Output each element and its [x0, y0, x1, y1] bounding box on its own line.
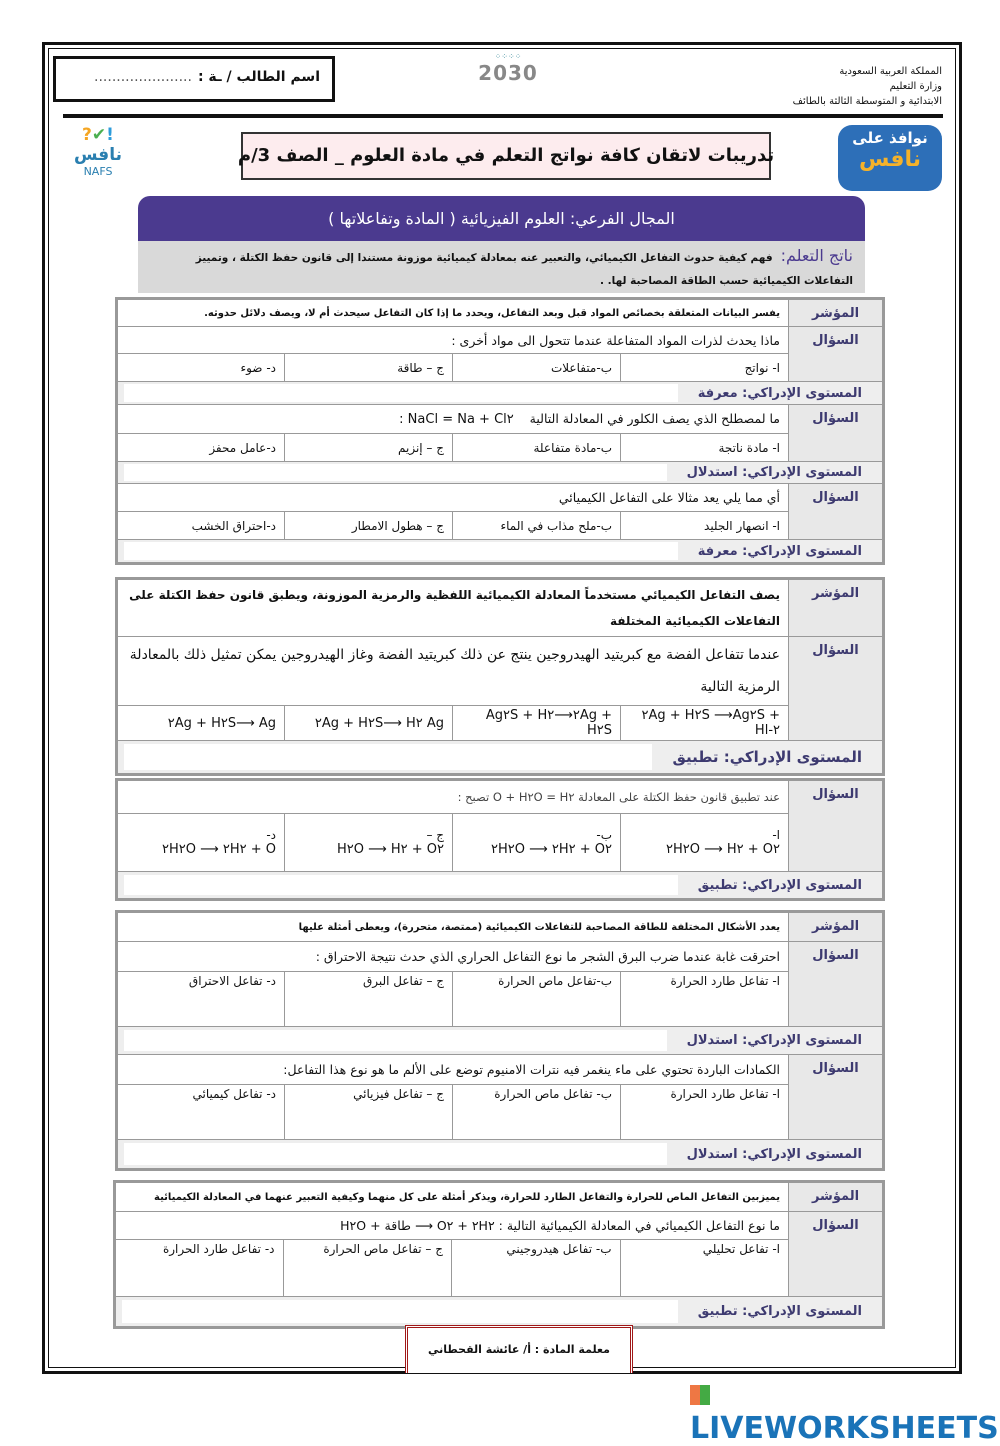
question-text: الكمادات الباردة تحتوي على ماء ينغمر فيه نترات الامنيوم توضع على الألم ما هو نوع هذا التفاعل:: [117, 1055, 789, 1085]
section-1-table: [115, 297, 885, 565]
section-5-table: [113, 1180, 885, 1329]
indicator-text: يميزبين التفاعل الماص للحرارة والتفاعل الطارد للحرارة، ويذكر أمثلة على كل منهما وكيفية التعبير عنهما في المعادلة الكيميائية: [115, 1182, 789, 1212]
option-b[interactable]: ب-ملح مذاب في الماء: [453, 512, 621, 540]
learning-outcome: [138, 241, 865, 293]
kingdom-header: [793, 64, 942, 109]
question-text: ماذا يحدث لذرات المواد المتفاعلة عندما تتحول الى مواد أخرى :: [117, 327, 789, 354]
section-2-table: [115, 577, 885, 776]
cognitive-level: المستوى الإدراكي: استدلال: [686, 1033, 862, 1048]
indicator-label: المؤشر: [789, 579, 884, 637]
answer-box[interactable]: [124, 1143, 667, 1165]
school-line: الابتدائية و المتوسطة الثالثة بالطائف: [792, 96, 942, 107]
cognitive-level: المستوى الإدراكي: استدلال: [686, 1146, 862, 1162]
answer-box[interactable]: [124, 1030, 667, 1052]
question-label: السؤال: [789, 327, 884, 382]
cognitive-level: المستوى الإدراكي: استدلال: [686, 465, 862, 480]
question-label: السؤال: [789, 1212, 884, 1297]
page-title-box: [237, 132, 775, 180]
answer-box[interactable]: [124, 744, 652, 770]
equation: H٢O ⟶ H٢ + O٢: [336, 842, 444, 857]
student-name-field[interactable]: [53, 56, 335, 102]
liveworksheets-logo: LIVEWORKSHEETS: [690, 1376, 1000, 1446]
question-label: السؤال: [789, 484, 884, 540]
option-a[interactable]: ا- انصهار الجليد: [621, 512, 789, 540]
option-d[interactable]: د-احتراق الخشب: [117, 512, 285, 540]
option-b[interactable]: ب-تفاعل ماص الحرارة: [453, 972, 621, 1027]
equation: ٢H٢ + O٢ ⟶ طاقة + H٢O: [340, 1218, 495, 1233]
section-4-table: [115, 910, 885, 1171]
option-a[interactable]: ٢Ag + H٢S ⟶Ag٢S + H٢-ا: [621, 706, 789, 741]
ministry-vision-logo: ⁘⁘⁘⁘ 2030: [478, 52, 538, 85]
equation: Na + Cl٢ = NaCl :: [399, 412, 514, 427]
question-text: أي مما يلي يعد مثالا على التفاعل الكيميائي: [117, 484, 789, 512]
option-a[interactable]: ا- تفاعل طارد الحرارة: [621, 1085, 789, 1140]
indicator-label: المؤشر: [789, 299, 884, 327]
liveworksheets-icon: [690, 1385, 710, 1405]
option-a[interactable]: ا- تفاعل طارد الحرارة: [621, 972, 789, 1027]
indicator-text: يصف التفاعل الكيميائي مستخدماً المعادلة الكيميائية اللفظية والرمزية الموزونة، ويطبق قانون حفظ الكتلة على التفاعلات الكيميائية المختلفة: [117, 579, 789, 637]
question-text: عندما تتفاعل الفضة مع كبريتيد الهيدروجين ينتج عن ذلك كبريتيد الفضة وغاز الهيدروجين يمكن تمثيل ذلك بالمعادلة الرمزية التالية: [117, 637, 789, 706]
student-name-label: اسم الطالب / ـة :: [197, 69, 320, 85]
outcome-text: فهم كيفية حدوث التفاعل الكيميائي، والتعبير عنه بمعادلة كيميائية موزونة مستندا إلى قانون حفظ الكتلة ، وتمييز التفاعلات الكيميائية حسب الطاقة المصاحبة لها. .: [195, 252, 853, 287]
option-b[interactable]: ب- ٢H٢O ⟶ ٢H٢ + O٢: [453, 814, 621, 872]
option-c[interactable]: ج – هطول الامطار: [285, 512, 453, 540]
outcome-label: ناتج التعلم:: [780, 246, 853, 265]
option-a[interactable]: ا- تفاعل تحليلي: [620, 1240, 789, 1297]
student-name-dots: ......................: [94, 69, 192, 85]
cognitive-level: المستوى الإدراكي: تطبيق: [697, 877, 862, 893]
option-c[interactable]: ج – طاقة: [285, 354, 453, 382]
question-text: ما نوع التفاعل الكيميائي في المعادلة الكيميائية التالية : ٢H٢ + O٢ ⟶ طاقة + H٢O: [115, 1212, 789, 1240]
answer-box[interactable]: [124, 875, 678, 896]
option-d[interactable]: د- ضوء: [117, 354, 285, 382]
indicator-text: يعدد الأشكال المختلفة للطاقة المصاحبة للتفاعلات الكيميائية (ممتصة، متحررة)، ويعطى أمثلة عليها: [117, 912, 789, 942]
option-b[interactable]: Ag٢S + H٢⟶٢Ag + H٢S: [453, 706, 621, 741]
cognitive-level: المستوى الإدراكي: تطبيق: [697, 1304, 862, 1319]
teacher-name: معلمة المادة : أ/ عائشة القحطاني: [405, 1325, 633, 1373]
option-c[interactable]: ٢Ag + H٢S⟶ H٢ Ag: [285, 706, 453, 741]
header-divider: [63, 114, 943, 118]
kingdom-line: المملكة العربية السعودية: [839, 66, 942, 77]
option-a[interactable]: ا- ٢H٢O ⟶ H٢ + O٢: [621, 814, 789, 872]
answer-box[interactable]: [122, 1300, 678, 1323]
indicator-text: يفسر البيانات المتعلقة بخصائص المواد قبل وبعد التفاعل، ويحدد ما إذا كان التفاعل سيحدث أم لا، ويصف دلائل حدوثه.: [117, 299, 789, 327]
ministry-line: وزارة التعليم: [889, 81, 942, 92]
option-d[interactable]: د- ٢H٢O ⟶ ٢H٢ + O: [117, 814, 285, 872]
cognitive-level: المستوى الإدراكي: معرفة: [697, 543, 862, 559]
answer-box[interactable]: [124, 384, 678, 402]
answer-box[interactable]: [124, 464, 667, 481]
page-title: تدريبات لاتقان كافة نواتج التعلم في مادة العلوم _ الصف 3/م: [237, 145, 775, 166]
nafs-logo: ?✔! نافس NAFS: [74, 125, 122, 178]
cognitive-level: المستوى الإدراكي: معرفة: [697, 385, 862, 401]
option-c[interactable]: ج – إنزيم: [285, 434, 453, 462]
option-c[interactable]: ج – تفاعل البرق: [285, 972, 453, 1027]
option-b[interactable]: ب- تفاعل ماص الحرارة: [453, 1085, 621, 1140]
option-c[interactable]: ج – تفاعل ماص الحرارة: [283, 1240, 452, 1297]
indicator-label: المؤشر: [789, 912, 884, 942]
question-label: السؤال: [789, 942, 884, 1027]
question-label: السؤال: [789, 1055, 884, 1140]
option-b[interactable]: ب-متفاعلات: [453, 354, 621, 382]
option-a[interactable]: ا- نواتج: [621, 354, 789, 382]
equation: ٢H٢O ⟶ ٢H٢ + O٢: [490, 842, 612, 857]
answer-box[interactable]: [124, 542, 678, 560]
question-text: احترقت غابة عندما ضرب البرق الشجر ما نوع التفاعل الحراري الذي حدث نتيجة الاحتراق :: [117, 942, 789, 972]
subdomain-banner: المجال الفرعي: العلوم الفيزيائية ( المادة وتفاعلاتها ): [138, 196, 865, 241]
indicator-label: المؤشر: [789, 1182, 884, 1212]
option-d[interactable]: د-عامل محفز: [117, 434, 285, 462]
option-b[interactable]: ب-مادة متفاعلة: [453, 434, 621, 462]
question-text: عند تطبيق قانون حفظ الكتلة على المعادلة H٢O = H٢ + O تصبح :: [117, 780, 789, 814]
equation: ٢H٢O ⟶ ٢H٢ + O: [161, 842, 276, 857]
option-d[interactable]: ٢Ag + H٢S⟶ Ag: [117, 706, 285, 741]
equation: ٢H٢O ⟶ H٢ + O٢: [665, 842, 780, 857]
option-c[interactable]: ج – H٢O ⟶ H٢ + O٢: [285, 814, 453, 872]
question-label: السؤال: [789, 637, 884, 741]
option-b[interactable]: ب- تفاعل هيدروجيني: [452, 1240, 621, 1297]
option-d[interactable]: د- تفاعل طارد الحرارة: [115, 1240, 284, 1297]
question-label: السؤال: [789, 405, 884, 462]
question-label: السؤال: [789, 780, 884, 872]
option-d[interactable]: د- تفاعل الاحتراق: [117, 972, 285, 1027]
nawafith-logo: نوافذ على نافس: [838, 125, 942, 191]
cognitive-level: المستوى الإدراكي: تطبيق: [672, 748, 862, 766]
question-text: ما لمصطلح الذي يصف الكلور في المعادلة التالية Na + Cl٢ = NaCl :: [117, 405, 789, 434]
option-c[interactable]: ج – تفاعل فيزيائي: [285, 1085, 453, 1140]
option-a[interactable]: ا- مادة ناتجة: [621, 434, 789, 462]
option-d[interactable]: د- تفاعل كيميائي: [117, 1085, 285, 1140]
section-3-table: [115, 778, 885, 901]
